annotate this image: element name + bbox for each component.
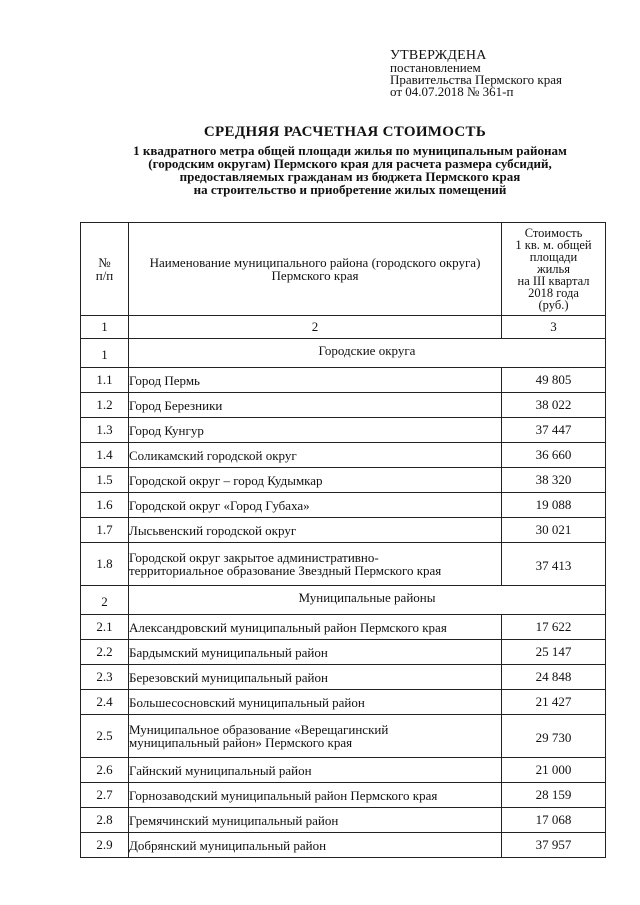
cost-table	[80, 222, 606, 858]
header-number	[81, 223, 129, 316]
header-text: Стоимость	[524, 226, 583, 240]
table-row	[81, 518, 606, 543]
row-number: 1.3	[81, 418, 129, 443]
row-value: 19 088	[502, 493, 606, 518]
row-value: 24 848	[502, 665, 606, 690]
row-value: 28 159	[502, 783, 606, 808]
row-value: 17 622	[502, 615, 606, 640]
row-name	[129, 715, 502, 758]
row-number: 1.7	[81, 518, 129, 543]
table-row	[81, 808, 606, 833]
row-number: 1.8	[81, 543, 129, 586]
row-number: 2.4	[81, 690, 129, 715]
document-title: СРЕДНЯЯ РАСЧЕТНАЯ СТОИМОСТЬ	[203, 124, 487, 140]
row-value: 21 427	[502, 690, 606, 715]
row-name-line: территориальное образование Звездный Пермского края	[129, 563, 442, 578]
row-value: 29 730	[502, 715, 606, 758]
table-row	[81, 665, 606, 690]
row-number: 2.8	[81, 808, 129, 833]
approval-date-number: от 04.07.2018 № 361-п	[390, 84, 514, 99]
row-name: Соликамский городской округ	[129, 443, 502, 468]
row-number: 2.6	[81, 758, 129, 783]
table-row	[81, 640, 606, 665]
table-row	[81, 833, 606, 858]
table-row	[81, 543, 606, 586]
row-value: 37 413	[502, 543, 606, 586]
approval-heading: УТВЕРЖДЕНА	[390, 48, 487, 63]
row-value: 49 805	[502, 368, 606, 393]
approval-line: постановлением	[390, 60, 481, 75]
row-name: Городской округ – город Кудымкар	[129, 468, 502, 493]
subtitle-line: на строительство и приобретение жилых помещений	[193, 182, 507, 197]
table-row	[81, 418, 606, 443]
column-number: 2	[129, 316, 502, 339]
row-name: Гремячинский муниципальный район	[129, 808, 502, 833]
header-cost	[502, 223, 606, 316]
header-text: 2018 года	[528, 286, 579, 300]
header-name	[129, 223, 502, 316]
row-name: Город Березники	[129, 393, 502, 418]
header-text: жилья	[536, 262, 570, 276]
table-row	[81, 783, 606, 808]
row-number: 1.6	[81, 493, 129, 518]
header-text: №	[98, 255, 111, 270]
table-row	[81, 368, 606, 393]
row-value: 25 147	[502, 640, 606, 665]
section-title: Муниципальные районы	[129, 586, 606, 615]
document-subtitle	[80, 144, 620, 196]
header-text: 1 кв. м. общей	[515, 238, 592, 252]
section-number: 2	[81, 586, 129, 615]
row-name-line: муниципальный район» Пермского края	[129, 735, 353, 750]
row-name: Гайнский муниципальный район	[129, 758, 502, 783]
table-row	[81, 715, 606, 758]
header-text: площади	[529, 250, 578, 264]
header-text: Пермского края	[271, 268, 359, 283]
row-name: Большесосновский муниципальный район	[129, 690, 502, 715]
row-number: 2.9	[81, 833, 129, 858]
table-header-row	[81, 223, 606, 316]
table-row	[81, 758, 606, 783]
table-row	[81, 443, 606, 468]
row-number: 2.7	[81, 783, 129, 808]
column-numbering-row	[81, 316, 606, 339]
row-name: Город Кунгур	[129, 418, 502, 443]
row-number: 1.2	[81, 393, 129, 418]
section-title: Городские округа	[129, 339, 606, 368]
row-name: Город Пермь	[129, 368, 502, 393]
row-value: 37 447	[502, 418, 606, 443]
section-number: 1	[81, 339, 129, 368]
table-row	[81, 468, 606, 493]
row-name-line: Муниципальное образование «Верещагинский	[129, 722, 389, 737]
header-text: Наименование муниципального района (городского округа)	[149, 255, 481, 270]
row-value: 37 957	[502, 833, 606, 858]
row-name: Лысьвенский городской округ	[129, 518, 502, 543]
row-value: 38 022	[502, 393, 606, 418]
row-name: Березовский муниципальный район	[129, 665, 502, 690]
section-row-urban-districts	[81, 339, 606, 368]
row-number: 1.5	[81, 468, 129, 493]
row-name: Добрянский муниципальный район	[129, 833, 502, 858]
row-number: 2.2	[81, 640, 129, 665]
subtitle-line: 1 квадратного метра общей площади жилья по муниципальным районам	[133, 143, 567, 158]
row-value: 21 000	[502, 758, 606, 783]
header-text: (руб.)	[538, 298, 569, 312]
row-value: 30 021	[502, 518, 606, 543]
subtitle-line: предоставляемых гражданам из бюджета Пермского края	[179, 169, 521, 184]
table-row	[81, 690, 606, 715]
row-value: 36 660	[502, 443, 606, 468]
table-row	[81, 493, 606, 518]
row-name: Городской округ «Город Губаха»	[129, 493, 502, 518]
column-number: 1	[81, 316, 129, 339]
approval-block	[390, 50, 562, 98]
table-row	[81, 393, 606, 418]
subtitle-line: (городским округам) Пермского края для расчета размера субсидий,	[148, 156, 552, 171]
header-text: п/п	[95, 268, 114, 283]
row-name	[129, 543, 502, 586]
table-row	[81, 615, 606, 640]
row-name: Александровский муниципальный район Пермского края	[129, 615, 502, 640]
approval-line: Правительства Пермского края	[390, 72, 562, 87]
row-number: 2.3	[81, 665, 129, 690]
row-number: 2.5	[81, 715, 129, 758]
section-row-municipal-districts	[81, 586, 606, 615]
row-number: 1.4	[81, 443, 129, 468]
column-number: 3	[502, 316, 606, 339]
row-name: Бардымский муниципальный район	[129, 640, 502, 665]
row-name: Горнозаводский муниципальный район Пермского края	[129, 783, 502, 808]
row-value: 38 320	[502, 468, 606, 493]
row-number: 1.1	[81, 368, 129, 393]
header-text: на III квартал	[517, 274, 590, 288]
row-name-line: Городской округ закрытое административно-	[129, 550, 379, 565]
row-number: 2.1	[81, 615, 129, 640]
row-value: 17 068	[502, 808, 606, 833]
